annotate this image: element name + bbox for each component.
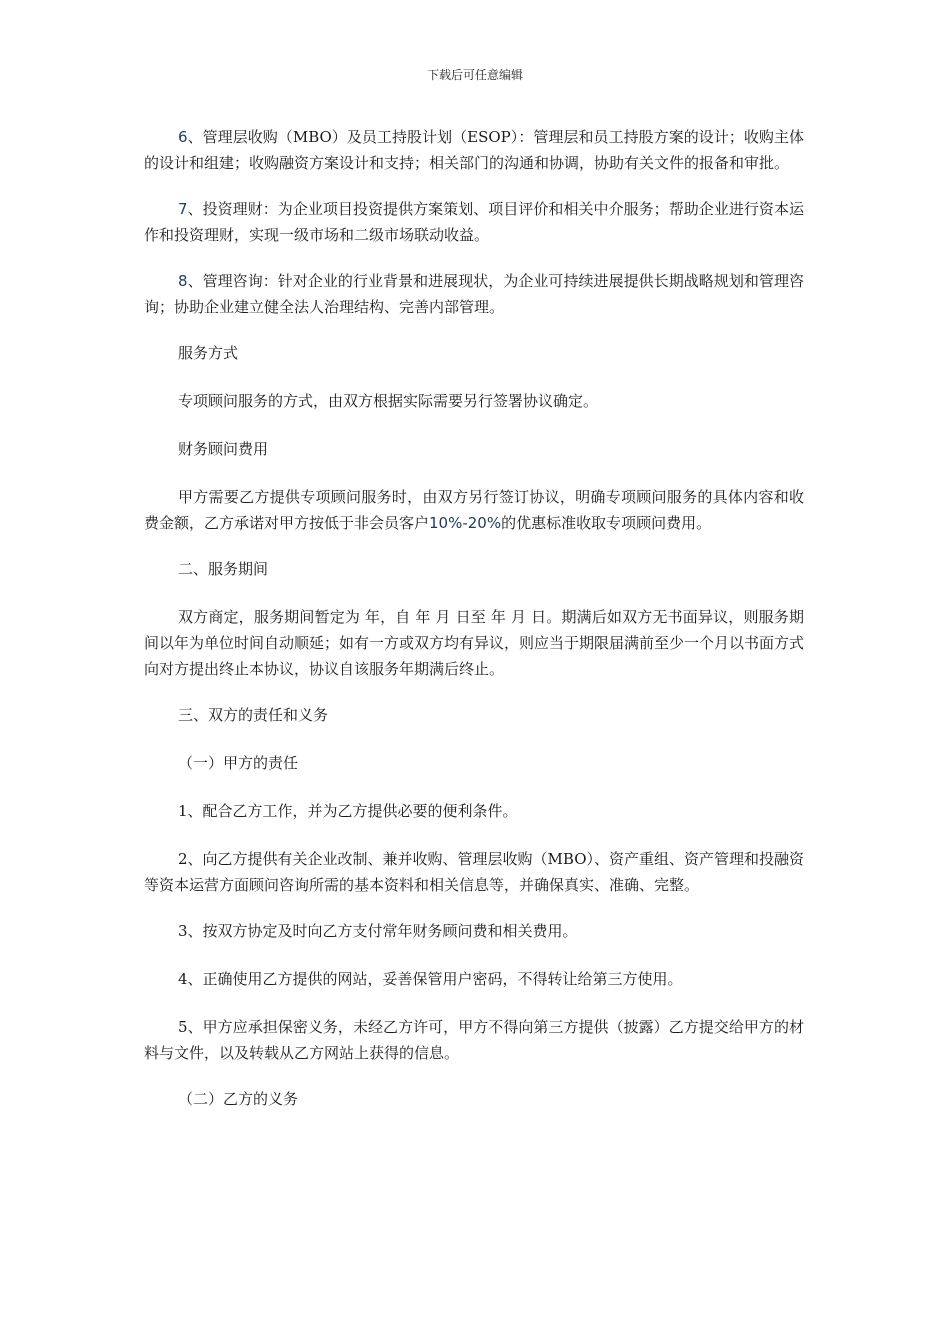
page-header: 下载后可任意编辑 — [426, 68, 523, 82]
item-number: 7 — [178, 200, 188, 218]
paragraph-service-mode: 专项顾问服务的方式，由双方根据实际需要另行签署协议确定。 — [178, 392, 599, 410]
party-a-item-1: 1、配合乙方工作，并为乙方提供必要的便利条件。 — [178, 802, 518, 820]
item-number: 8 — [178, 272, 188, 290]
paragraph-service-6 — [144, 124, 804, 176]
paragraph-fees — [144, 484, 804, 536]
item-number: 6 — [178, 128, 188, 146]
paragraph-text: 、管理层收购（MBO）及员工持股计划（ESOP）：管理层和员工持股方案的设计；收购主体的设计和组建；收购融资方案设计和支持；相关部门的沟通和协调，协助有关文件的报备和审批。 — [144, 128, 804, 172]
party-a-item-3: 3、按双方协定及时向乙方支付常年财务顾问费和相关费用。 — [178, 922, 578, 940]
paragraph-service-7 — [144, 196, 804, 248]
heading-service-period: 二、服务期间 — [178, 560, 269, 578]
paragraph-text: 的优惠标准收取专项顾问费用。 — [501, 514, 712, 532]
heading-party-b: （二）乙方的义务 — [178, 1090, 299, 1108]
paragraph-text: 、管理咨询：针对企业的行业背景和进展现状，为企业可持续进展提供长期战略规划和管理咨询；协助企业建立健全法人治理结构、完善内部管理。 — [144, 272, 804, 316]
discount-range: 10%-20% — [429, 514, 502, 532]
document-body — [144, 124, 804, 1134]
heading-responsibilities: 三、双方的责任和义务 — [178, 706, 329, 724]
paragraph-text: 甲方需要乙方提供专项顾问服务时，由双方另行签订协议，明确专项顾问服务的具体内容和收费金额，乙方承诺对甲方按低于非会员客户 — [144, 488, 804, 532]
party-a-item-5: 5、甲方应承担保密义务，未经乙方许可，甲方不得向第三方提供（披露）乙方提交给甲方的材料与文件，以及转载从乙方网站上获得的信息。 — [144, 1018, 804, 1062]
heading-fees: 财务顾问费用 — [178, 440, 269, 458]
party-a-item-2: 2、向乙方提供有关企业改制、兼并收购、管理层收购（MBO）、资产重组、资产管理和投融资等资本运营方面顾问咨询所需的基本资料和相关信息等，并确保真实、准确、完整。 — [144, 850, 805, 894]
paragraph-service-8 — [144, 268, 804, 320]
paragraph-text: 、投资理财：为企业项目投资提供方案策划、项目评价和相关中介服务；帮助企业进行资本运作和投资理财，实现一级市场和二级市场联动收益。 — [144, 200, 804, 244]
paragraph-service-period: 双方商定，服务期间暂定为 年，自 年 月 日至 年 月 日。期满后如双方无书面异议，则服务期间以年为单位时间自动顺延；如有一方或双方均有异议，则应当于期限届满前至少一个月以书面方式向对方提出终止本协议，协议自该服务年期满后终止。 — [144, 608, 805, 678]
heading-service-mode: 服务方式 — [178, 344, 239, 362]
party-a-item-4: 4、正确使用乙方提供的网站，妥善保管用户密码，不得转让给第三方使用。 — [178, 970, 683, 988]
heading-party-a: （一）甲方的责任 — [178, 754, 299, 772]
